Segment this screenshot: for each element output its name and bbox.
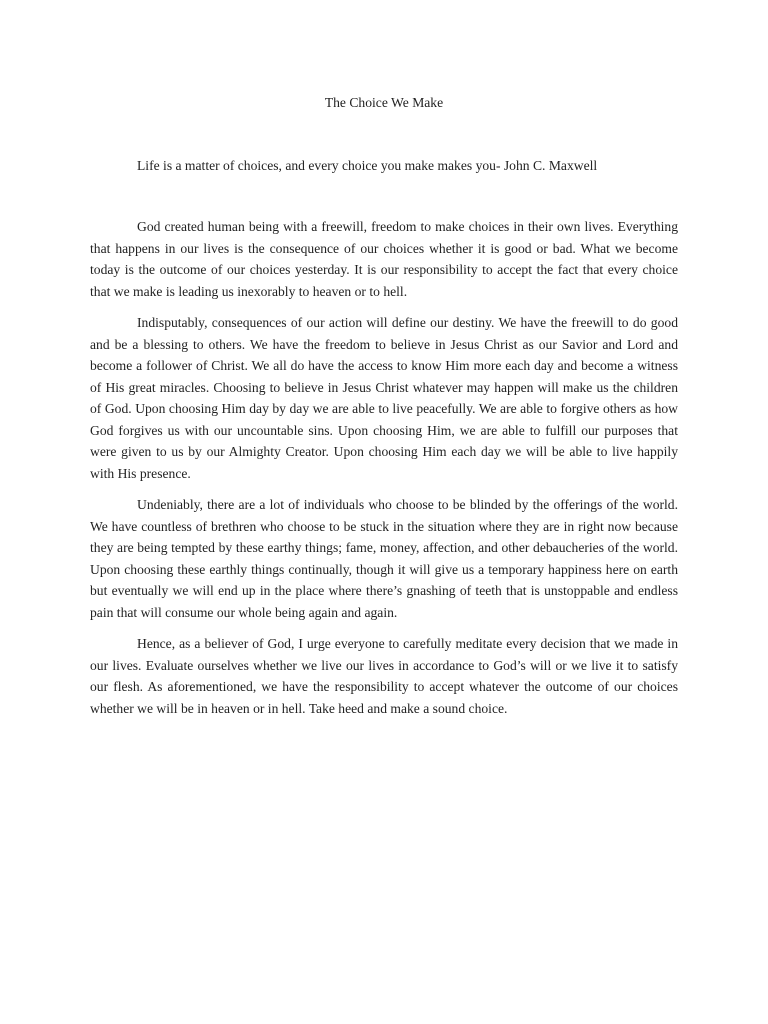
document-title: The Choice We Make xyxy=(324,95,444,110)
paragraph-4: Hence, as a believer of God, I urge everyone to carefully meditate every decision that we made in our lives. Evaluate ourselves whether we live our lives in accordance to God’s will or we live it to satisfy our flesh. As aforementioned, we have the responsibility to accept whatever the outcome of our choices whether we will be in heaven or in hell. Take heed and make a sound choice. xyxy=(90,636,678,716)
epigraph-quote: Life is a matter of choices, and every choice you make makes you- John C. Maxwell xyxy=(137,158,598,173)
paragraph-1: God created human being with a freewill, freedom to make choices in their own lives. Everything that happens in our lives is the consequence of our choices whether it is good or bad. What we become today is the outcome of our choices yesterday. It is our responsibility to accept the fact that every choice that we make is leading us inexorably to heaven or to hell. xyxy=(90,219,678,299)
paragraph-2: Indisputably, consequences of our action will define our destiny. We have the freewill to do good and be a blessing to others. We have the freedom to believe in Jesus Christ as our Savior and Lord and become a follower of Christ. We all do have the access to know Him more each day and become a witness of His great miracles. Choosing to believe in Jesus Christ whatever may happen will make us the children of God. Upon choosing Him day by day we are able to live peacefully. We are able to forgive others as how God forgives us with our uncountable sins. Upon choosing Him, we are able to fulfill our purposes that were given to us by our Almighty Creator. Upon choosing Him each day we will be able to live happily with His presence. xyxy=(90,315,678,481)
document-body xyxy=(90,216,678,729)
paragraph-3: Undeniably, there are a lot of individuals who choose to be blinded by the offerings of the world. We have countless of brethren who choose to be stuck in the situation where they are in right now because they are being tempted by these earthy things; fame, money, affection, and other debaucheries of the world. Upon choosing these earthly things continually, though it will give us a temporary happiness here on earth but eventually we will end up in the place where there’s gnashing of teeth that is unstoppable and endless pain that will consume our whole being again and again. xyxy=(90,497,678,620)
